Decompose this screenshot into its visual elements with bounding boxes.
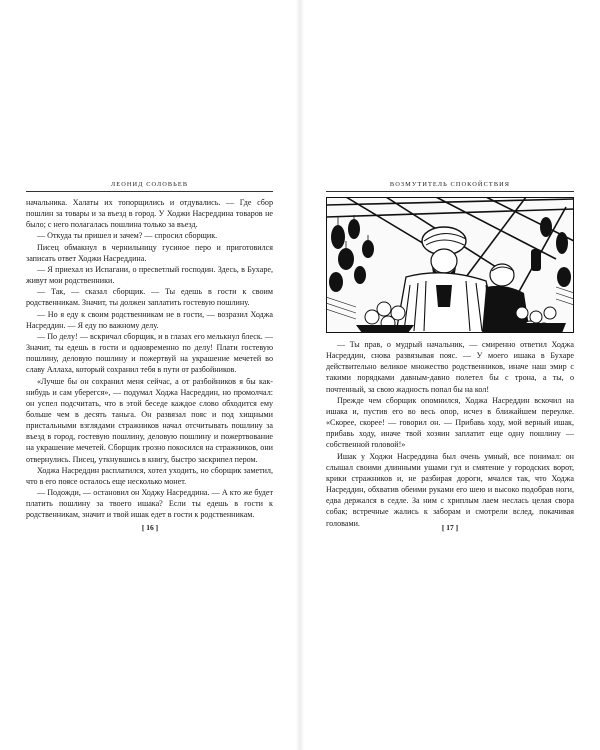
paragraph: — Я приехал из Испагани, о пресветлый господин. Здесь, в Бухаре, живут мои родственники. bbox=[26, 264, 273, 286]
page-number-left: [ 16 ] bbox=[141, 523, 159, 532]
paragraph: Прежде чем сборщик опомнился, Ходжа Насреддин вскочил на ишака и, пустив его во весь опор, исчез в ближайшем переулке. «Скорее, скорее! — говорил он. — Прибавь ходу, мой верный ишак, прибавь ходу, иначе твой хозяин заплатит еще одну пошлину — собственной головой!» bbox=[326, 395, 574, 450]
paragraph: — Ты прав, о мудрый начальник, — смиренно ответил Ходжа Насреддин, снова развязывая пояс. — У моего ишака в Бухаре действительно великое множество родственников, иначе наш эмир с такими порядками давным-давно полетел бы с трона, а ты, о почтенный, за свою жадность попал бы на кол! bbox=[326, 340, 574, 394]
running-head-author: ЛЕОНИД СОЛОВЬЕВ bbox=[110, 181, 189, 188]
right-page-text bbox=[326, 339, 574, 529]
paragraph: — Откуда ты пришел и зачем? — спросил сборщик. bbox=[37, 231, 218, 241]
paragraph: — Так, — сказал сборщик. — Ты едешь в гости к своим родственникам. Значит, ты должен заплатить гостевую пошлину. bbox=[26, 287, 273, 308]
left-page-text bbox=[26, 197, 273, 521]
running-head-title: ВОЗМУТИТЕЛЬ СПОКОЙСТВИЯ bbox=[389, 181, 511, 188]
paragraph: — По делу! — вскричал сборщик, и в глазах его мелькнул блеск. — Значит, ты едешь в гости и одновременно по делу! Плати гостевую пошлину, деловую пошлину и пожертвуй на украшение мечетей во славу Аллаха, который сохранил тебя в пути от разбойников. bbox=[26, 331, 273, 375]
right-page bbox=[300, 0, 600, 750]
paragraph: Ишак у Ходжи Насреддина был очень умный, все понимал: он слышал своими длинными ушами гул и смятение у городских ворот, крики стражников и, не разбирая дороги, мчался так, что Ходжа Насреддин, обхватив обеими руками его шею и высоко подобрав ноги, едва держался в седле. За ним с хриплым лаем неслась целая свора собак; встречные жались к заборам и смотрели вслед, покачивая головами. bbox=[326, 451, 574, 528]
paragraph: Писец обмакнул в чернильницу гусиное перо и приготовился записать ответ Ходжи Насреддина. bbox=[26, 242, 273, 263]
paragraph: Ходжа Насреддин расплатился, хотел уходить, но сборщик заметил, что в его поясе осталось еще несколько монет. bbox=[26, 465, 273, 486]
paragraph: «Лучше бы он сохранил меня сейчас, а от разбойников я бы как-нибудь и сам уберегся», — подумал Ходжа Насреддин, но промолчал: он успел подсчитать, что в этой беседе каждое слово обходится ему больше чем в десять таньга. Он развязал пояс и под хищными пристальными взглядами стражников начал отсчитывать пошлину за въезд в город, гостевую пошлину, деловую пошлину и пожертвование на украшение мечетей. Сборщик грозно покосился на стражников, они отвернулись. Писец, уткнувшись в книгу, быстро заскрипел пером. bbox=[26, 376, 273, 464]
header-rule bbox=[26, 191, 273, 192]
paragraph: — Но я еду к своим родственникам не в гости, — возразил Ходжа Насреддин. — Я еду по важному делу. bbox=[26, 309, 273, 330]
page-number-right: [ 17 ] bbox=[441, 523, 459, 532]
paragraph: начальника. Халаты их топорщились и отдувались. — Где сбор пошлин за товары и за въезд в город. У Ходжи Насреддина товаров не было; с него полагалась пошлина только за въезд. bbox=[26, 198, 273, 230]
header-rule bbox=[326, 191, 574, 192]
paragraph: — Подожди, — остановил он Ходжу Насреддина. — А кто же будет платить пошлину за твоего ишака? Если ты едешь в гости к родственникам, значит и твой ишак едет в гости к родственникам. bbox=[26, 488, 273, 520]
market-scene-engraving-icon bbox=[326, 197, 574, 333]
